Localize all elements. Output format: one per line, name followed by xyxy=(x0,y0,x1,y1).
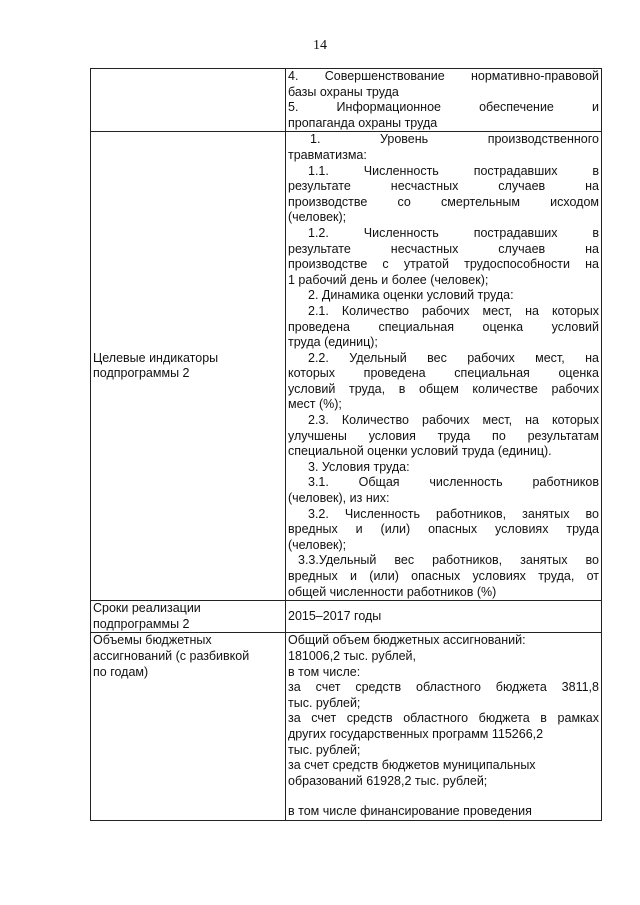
budget-label: по годам) xyxy=(93,664,149,679)
text-line: общей численности работников (%) xyxy=(288,584,497,599)
text-line: тыс. рублей; xyxy=(288,742,361,757)
page-number: 14 xyxy=(313,38,327,53)
text-line: 3. Условия труда: xyxy=(308,459,410,474)
text-line: в том числе финансирование проведения xyxy=(288,804,532,819)
text-line: в том числе: xyxy=(288,664,361,679)
table-row xyxy=(91,132,602,601)
text-line: Общий объем бюджетных ассигнований: xyxy=(288,633,526,648)
text-line: за счет средств бюджетов муниципальных xyxy=(288,758,536,773)
text-line: условий труда, в общем количестве рабочих xyxy=(288,381,599,396)
terms-value: 2015–2017 годы xyxy=(288,608,382,623)
table-row xyxy=(91,601,602,633)
text-line: производстве со смертельным исходом xyxy=(288,194,599,209)
text-line: 2.1. Количество рабочих мест, на которых xyxy=(308,303,599,318)
text-line: образований 61928,2 тыс. рублей; xyxy=(288,773,488,788)
text-line: (человек); xyxy=(288,210,347,225)
table-row xyxy=(91,69,602,132)
text-line: вредных и (или) опасных условиях труда xyxy=(288,522,599,537)
text-line: результате несчастных случаев на xyxy=(288,179,599,194)
text-line: результате несчастных случаев на xyxy=(288,241,599,256)
text-line: (человек); xyxy=(288,537,347,552)
text-line: 3.3.Удельный вес работников, занятых во xyxy=(298,553,599,568)
indicators-label-cell xyxy=(91,132,286,601)
budget-label-cell xyxy=(91,633,286,821)
text-line: тыс. рублей; xyxy=(288,695,361,710)
text-line: травматизма: xyxy=(288,147,367,162)
tasks-label-cell xyxy=(91,69,286,132)
table-row xyxy=(91,633,602,821)
budget-label: Объемы бюджетных xyxy=(93,633,212,648)
text-line: базы охраны труда xyxy=(288,84,399,99)
text-line: 2. Динамика оценки условий труда: xyxy=(308,288,514,303)
text-line: 1.1. Численность пострадавших в xyxy=(308,163,599,178)
text-line: производстве с утратой трудоспособности на xyxy=(288,257,599,272)
passport-table xyxy=(90,68,602,821)
text-line: 2.2. Удельный вес рабочих мест, на xyxy=(308,350,599,365)
text-line: 1. Уровень производственного xyxy=(310,132,599,147)
text-line: вредных и (или) опасных условиях труда, от xyxy=(288,569,599,583)
blank-line xyxy=(288,789,599,804)
text-line: 3.1. Общая численность работников xyxy=(308,475,599,490)
text-line: 5. Информационное обеспечение и xyxy=(288,100,599,115)
text-line: пропаганда охраны труда xyxy=(288,115,438,130)
text-line: (человек), из них: xyxy=(288,491,390,506)
text-line: труда (единиц); xyxy=(288,335,378,350)
text-line: 181006,2 тыс. рублей, xyxy=(288,648,417,663)
text-line: специальной оценки условий труда (единиц). xyxy=(288,444,552,459)
text-line: 4. Совершенствование нормативно-правовой xyxy=(288,69,599,83)
indicators-label: Целевые индикаторы xyxy=(93,350,219,365)
terms-label-cell xyxy=(91,601,286,633)
terms-value-cell xyxy=(286,601,602,633)
text-line: других государственных программ 115266,2 xyxy=(288,726,544,741)
budget-label: ассигнований (с разбивкой xyxy=(93,648,250,663)
terms-label: Сроки реализации xyxy=(93,601,201,616)
budget-value-cell xyxy=(286,633,602,821)
text-line: мест (%); xyxy=(288,397,342,412)
text-line: 1.2. Численность пострадавших в xyxy=(308,225,599,240)
text-line: 2.3. Количество рабочих мест, на которых xyxy=(308,413,599,428)
text-line: 3.2. Численность работников, занятых во xyxy=(308,506,599,521)
text-line: улучшены условия труда по результатам xyxy=(288,428,599,443)
tasks-value-cell xyxy=(286,69,602,132)
text-line: за счет средств областного бюджета 3811,8 xyxy=(288,680,599,695)
text-line: которых проведена специальная оценка xyxy=(288,366,599,381)
indicators-label: подпрограммы 2 xyxy=(93,366,190,381)
text-line: 1 рабочий день и более (человек); xyxy=(288,272,489,287)
terms-label: подпрограммы 2 xyxy=(93,616,190,631)
indicators-value-cell xyxy=(286,132,602,601)
text-line: за счет средств областного бюджета в рамках xyxy=(288,711,599,726)
text-line: проведена специальная оценка условий xyxy=(288,319,599,334)
